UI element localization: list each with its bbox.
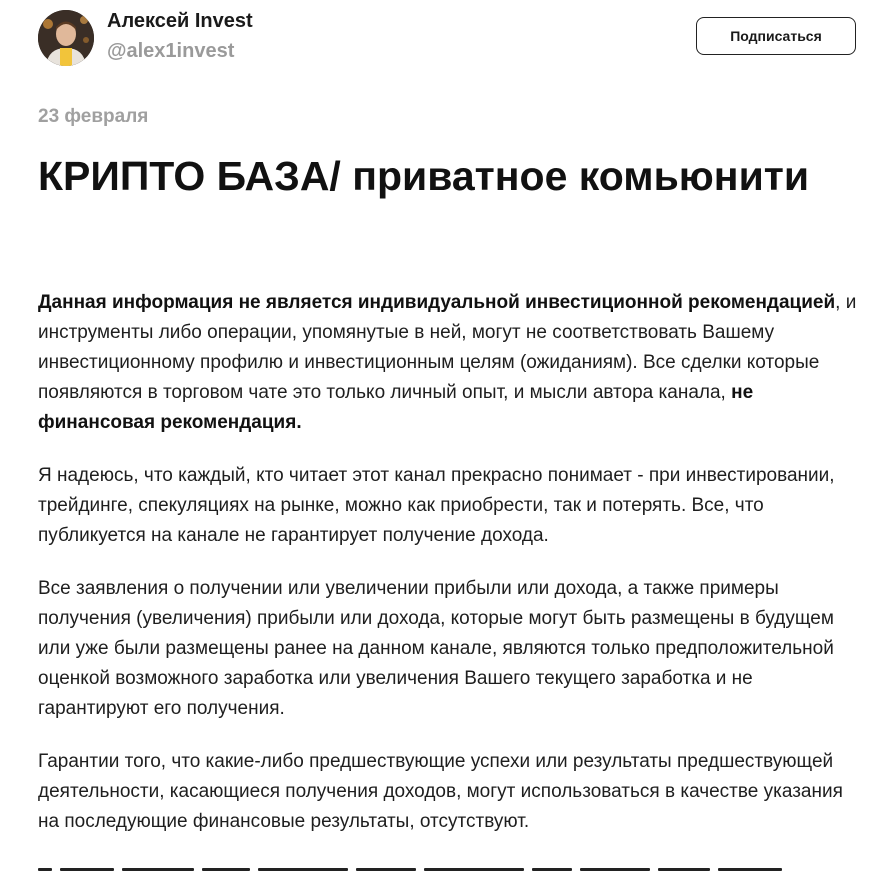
author-handle[interactable]: @alex1invest <box>107 40 235 62</box>
avatar[interactable] <box>38 10 94 66</box>
post-title: КРИПТО БАЗА/ приватное комьюнити <box>38 153 810 199</box>
no-guarantee-paragraph: Гарантии того, что какие-либо предшествующие успехи или результаты предшествующей деятельности, касающиеся получения доходов, могут использоваться в качестве указания на последующие финансовые результаты, отсутствуют. <box>38 751 843 832</box>
post-body <box>38 288 858 860</box>
post-header <box>0 0 869 90</box>
risk-paragraph: Я надеюсь, что каждый, кто читает этот канал прекрасно понимает - при инвестировании, трейдинге, спекуляциях на рынке, можно как приобрести, так и потерять. Все, что публикуется на канале не гарантирует получение дохода. <box>38 465 835 546</box>
next-paragraph-cutoff <box>38 868 828 875</box>
disclaimer-bold-end: не финансовая рекомендация. <box>38 382 754 433</box>
income-claims-paragraph: Все заявления о получении или увеличении прибыли или дохода, а также примеры получения (увеличения) прибыли или дохода, которые могут быть размещены в будущем или уже были размещены ранее на данном канале, являются только предположительной оценкой возможного заработка или увеличения Вашего текущего заработка и не гарантируют его получения. <box>38 578 834 719</box>
post-date: 23 февраля <box>38 106 149 127</box>
subscribe-button[interactable]: Подписаться <box>696 17 856 55</box>
author-name[interactable]: Алексей Invest <box>107 10 253 32</box>
disclaimer-bold-start: Данная информация не является индивидуальной инвестиционной рекомендацией <box>38 292 836 313</box>
disclaimer-paragraph <box>38 288 858 438</box>
avatar-image <box>38 10 94 66</box>
disclaimer-text: , и инструменты либо операции, упомянутые в ней, могут не соответствовать Вашему инвестиционному профилю и инвестиционным целям (ожиданиям). Все сделки которые появляются в торговом чате это только личный опыт, и мысли автора канала, <box>38 292 857 403</box>
